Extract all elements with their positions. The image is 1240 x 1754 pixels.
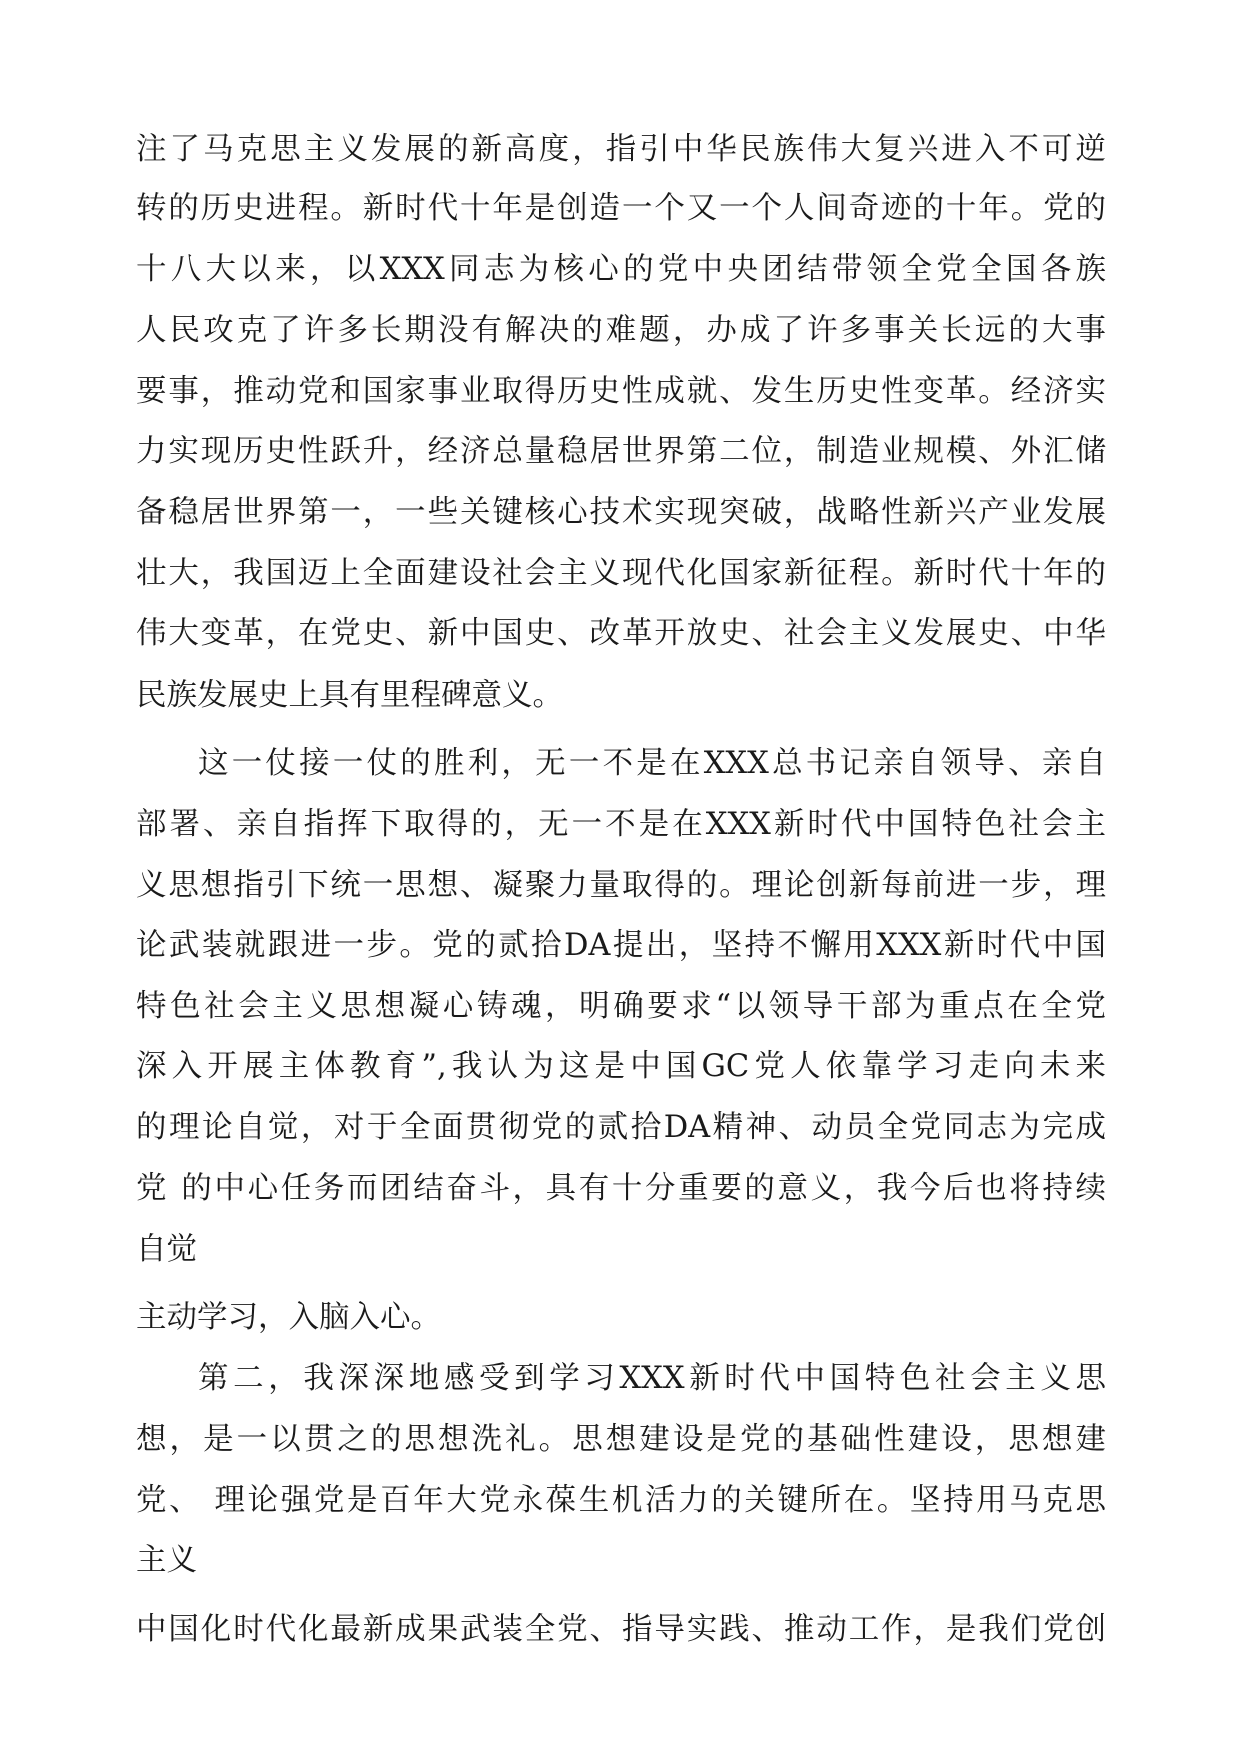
- text-line: 十八大以来，以XXX同志为核心的党中央团结带领全党全国各族: [136, 252, 1106, 287]
- text-line: 深入开展主体教育”,我认为这是中国GC党人依靠学习走向未来: [136, 1049, 1106, 1084]
- text-line: 壮大，我国迈上全面建设社会主义现代化国家新征程。新时代十年的: [136, 556, 1106, 591]
- text-line: 主义: [136, 1543, 197, 1578]
- paragraph-first-line: 第二，我深深地感受到学习XXX新时代中国特色社会主义思: [198, 1361, 1106, 1396]
- text-line: 民族发展史上具有里程碑意义。: [136, 678, 563, 713]
- text-line: 党、 理论强党是百年大党永葆生机活力的关键所在。坚持用马克思: [136, 1483, 1106, 1518]
- text-line: 注了马克思主义发展的新高度，指引中华民族伟大复兴进入不可逆: [136, 132, 1106, 167]
- text-line: 党 的中心任务而团结奋斗，具有十分重要的意义，我今后也将持续: [136, 1171, 1106, 1206]
- text-line: 备稳居世界第一，一些关键核心技术实现突破，战略性新兴产业发展: [136, 495, 1106, 530]
- text-line: 中国化时代化最新成果武装全党、指导实践、推动工作，是我们党创: [136, 1612, 1106, 1647]
- text-line: 要事，推动党和国家事业取得历史性成就、发生历史性变革。经济实: [136, 374, 1106, 409]
- text-line: 部署、亲自指挥下取得的，无一不是在XXX新时代中国特色社会主: [136, 807, 1106, 842]
- text-line: 的理论自觉，对于全面贯彻党的贰拾DA精神、动员全党同志为完成: [136, 1110, 1106, 1145]
- text-line: 自觉: [136, 1232, 197, 1267]
- text-line: 义思想指引下统一思想、凝聚力量取得的。理论创新每前进一步，理: [136, 868, 1106, 903]
- text-line: 力实现历史性跃升，经济总量稳居世界第二位，制造业规模、外汇储: [136, 434, 1106, 469]
- text-line: 转的历史进程。新时代十年是创造一个又一个人间奇迹的十年。党的: [136, 191, 1106, 226]
- text-line: 想，是一以贯之的思想洗礼。思想建设是党的基础性建设，思想建: [136, 1422, 1106, 1457]
- text-line: 特色社会主义思想凝心铸魂，明确要求“以领导干部为重点在全党: [136, 989, 1106, 1024]
- text-line: 人民攻克了许多长期没有解决的难题，办成了许多事关长远的大事: [136, 313, 1106, 348]
- text-line: 主动学习，入脑入心。: [136, 1300, 441, 1335]
- text-line: 论武装就跟进一步。党的贰拾DA提出，坚持不懈用XXX新时代中国: [136, 928, 1106, 963]
- paragraph-first-line: 这一仗接一仗的胜利，无一不是在XXX总书记亲自领导、亲自: [198, 746, 1106, 781]
- text-line: 伟大变革，在党史、新中国史、改革开放史、社会主义发展史、中华: [136, 616, 1106, 651]
